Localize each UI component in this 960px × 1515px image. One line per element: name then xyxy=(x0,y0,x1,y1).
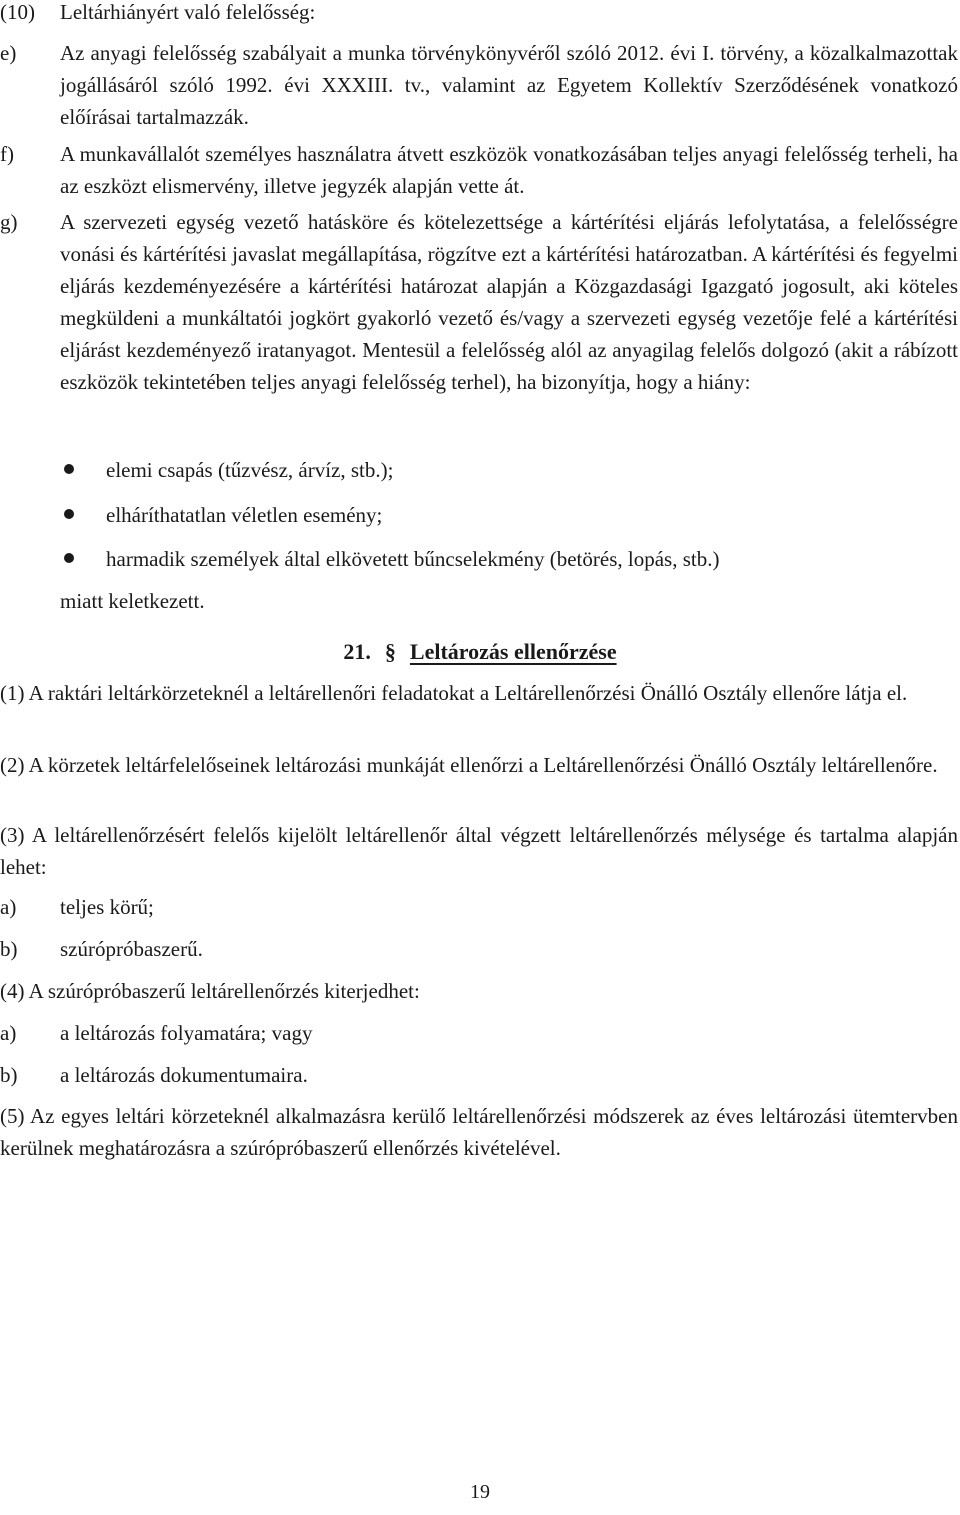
bullet-item xyxy=(0,499,958,531)
item-g-text: A szervezeti egység vezető hatásköre és kötelezettsége a kártérítési eljárás lefolytatása, a felelősségre vonási és kártérítési javaslat megállapítása, rögzítve ezt a kártérítési határozatban. A kártérítési és fegyelmi eljárás kezdeményezésére a kártérítési határozat alapján a Közgazdasági Igazgató jogosult, aki köteles megküldeni a munkáltatói jogkört gyakorló vezető és/vagy a szervezeti egység vezetője felé a kártérítési eljárást kezdeményező iratanyagot. Mentesül a felelősség alól az anyagilag felelős dolgozó (akit a rábízott eszközök tekintetében teljes anyagi felelősség terhel), ha bizonyítja, hogy a hiány: xyxy=(60,210,958,394)
list-label: a) xyxy=(0,1021,17,1045)
item-g-closing: miatt keletkezett. xyxy=(60,589,205,613)
section-title: Leltározás ellenőrzése xyxy=(409,639,617,664)
paragraph-4: (4) A szúrópróbaszerű leltárellenőrzés kiterjedhet: xyxy=(0,979,420,1003)
bullet-icon xyxy=(64,464,74,474)
list-label: a) xyxy=(0,895,17,919)
bullet-item xyxy=(0,454,958,486)
bullet-icon xyxy=(64,509,74,519)
paragraph-3-item-b xyxy=(0,933,958,965)
section-10-title: Leltárhiányért való felelősség: xyxy=(60,0,316,24)
section-sign: § xyxy=(384,639,396,664)
paragraph-4-item-a xyxy=(0,1017,958,1049)
paragraph-3: (3) A leltárellenőrzésért felelős kijelölt leltárellenőr által végzett leltárellenőrzés mélysége és tartalma alapján lehet: xyxy=(0,823,958,879)
paragraph-1: (1) A raktári leltárkörzeteknél a leltárellenőri feladatokat a Leltárellenőrzési Önálló Osztály ellenőre látja el. xyxy=(0,681,908,705)
item-g xyxy=(0,206,958,398)
bullet-text: harmadik személyek által elkövetett bűncselekmény (betörés, lopás, stb.) xyxy=(106,547,720,571)
list-text: szúrópróbaszerű. xyxy=(60,937,203,961)
bullet-icon xyxy=(64,553,74,563)
section-number: 21. xyxy=(343,639,371,664)
bullet-item xyxy=(0,543,958,575)
list-text: a leltározás folyamatára; vagy xyxy=(60,1021,313,1045)
page-number: 19 xyxy=(470,1481,490,1503)
list-text: a leltározás dokumentumaira. xyxy=(60,1063,308,1087)
item-f xyxy=(0,138,958,202)
item-f-text: A munkavállalót személyes használatra átvett eszközök vonatkozásában teljes anyagi felelősség terheli, ha az eszközt elismervény, illetve jegyzék alapján vette át. xyxy=(60,142,958,198)
list-label: b) xyxy=(0,937,18,961)
bullet-text: elemi csapás (tűzvész, árvíz, stb.); xyxy=(106,458,394,482)
section-10-heading xyxy=(0,0,958,28)
item-e-text: Az anyagi felelősség szabályait a munka törvénykönyvéről szóló 2012. évi I. törvény, a közalkalmazottak jogállásáról szóló 1992. évi XXXIII. tv., valamint az Egyetem Kollektív Szerződésének vonatkozó előírásai tartalmazzák. xyxy=(60,41,958,129)
bullet-text: elháríthatatlan véletlen esemény; xyxy=(106,503,383,527)
section-10-number: (10) xyxy=(0,0,35,24)
paragraph-2: (2) A körzetek leltárfelelőseinek leltározási munkáját ellenőrzi a Leltárellenőrzési Önálló Osztály leltárellenőre. xyxy=(0,753,938,777)
item-e-label: e) xyxy=(0,41,17,65)
item-e xyxy=(0,37,958,133)
paragraph-4-item-b xyxy=(0,1059,958,1091)
paragraph-3-item-a xyxy=(0,891,958,923)
list-label: b) xyxy=(0,1063,18,1087)
section-21-heading xyxy=(0,636,960,668)
item-g-label: g) xyxy=(0,210,18,234)
list-text: teljes körű; xyxy=(60,895,154,919)
item-f-label: f) xyxy=(0,142,14,166)
paragraph-5: (5) Az egyes leltári körzeteknél alkalmazásra kerülő leltárellenőrzési módszerek az éves leltározási ütemtervben kerülnek meghatározásra a szúrópróbaszerű ellenőrzés kivételével. xyxy=(0,1104,958,1160)
